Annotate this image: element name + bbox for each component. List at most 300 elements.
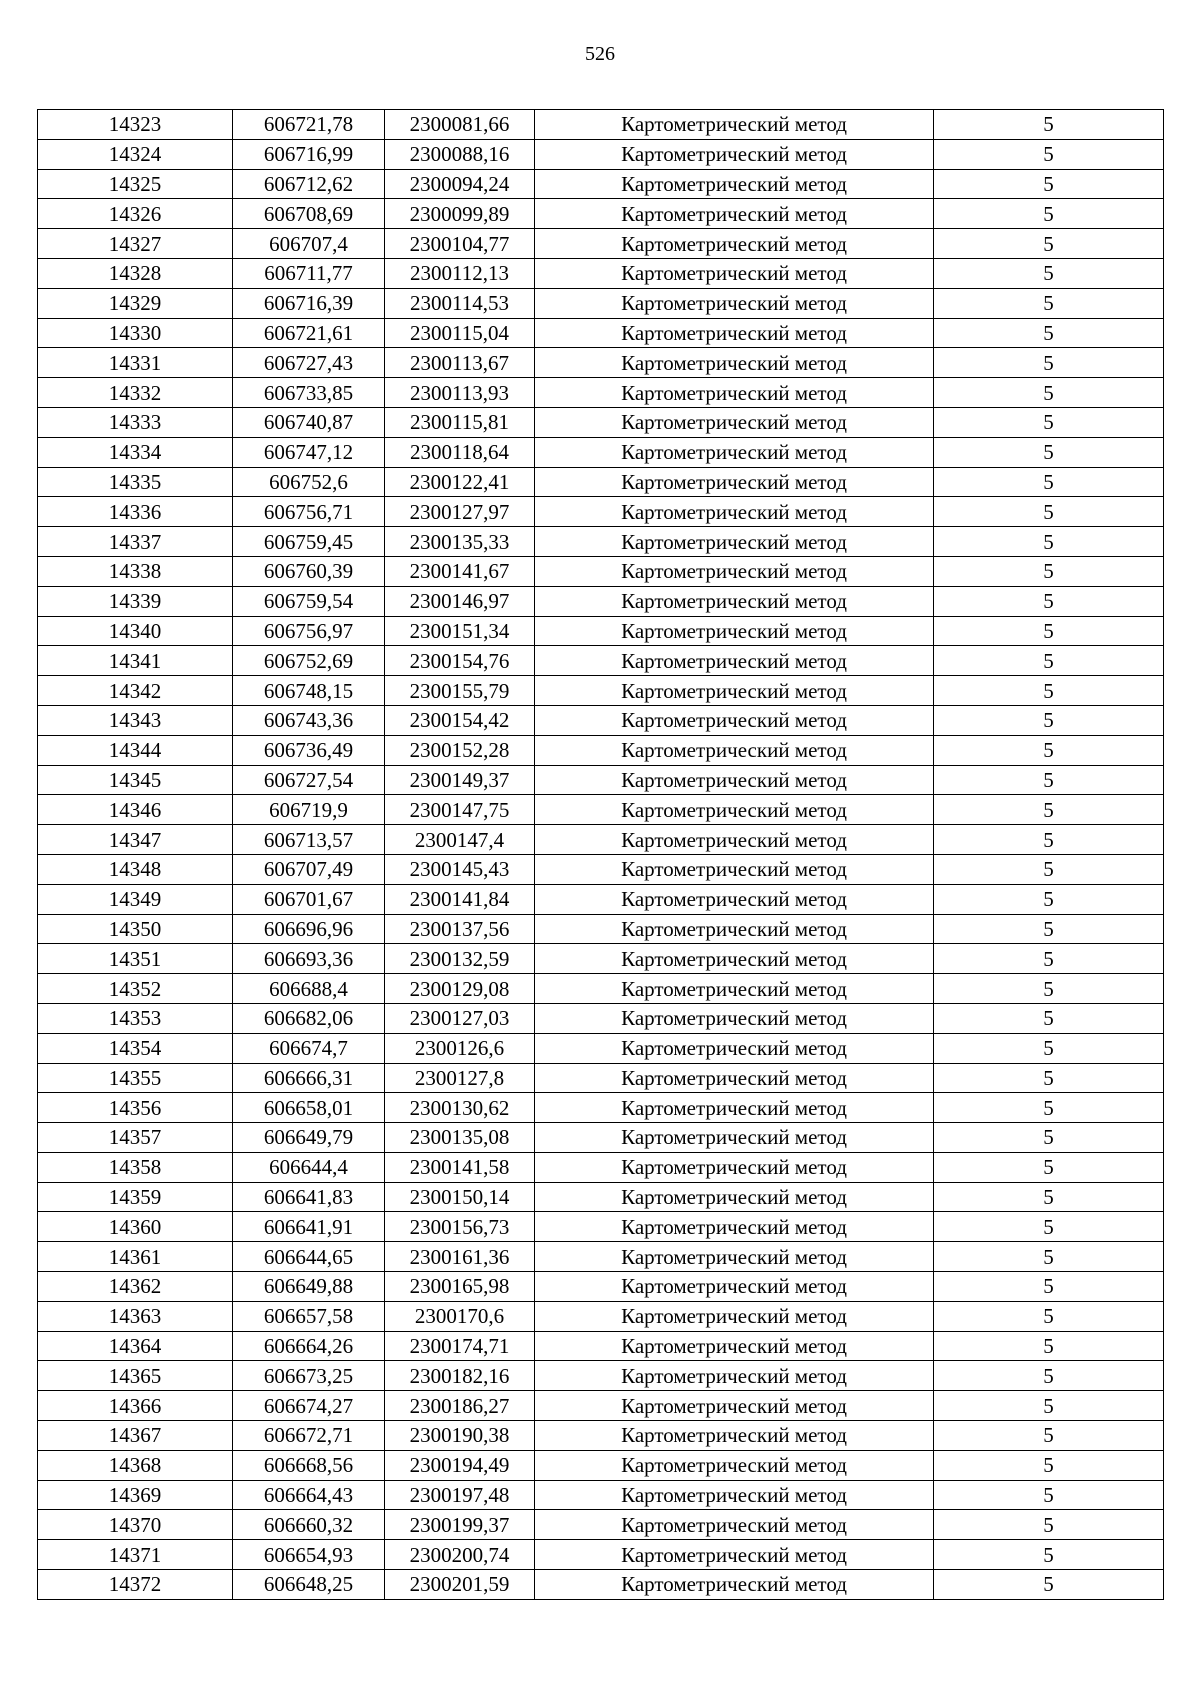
accuracy-cell: 5 [934,735,1164,765]
table-row [38,1331,1164,1361]
y-coordinate-cell: 2300150,14 [385,1182,535,1212]
point-number-cell: 14343 [38,705,233,735]
method-cell: Картометрический метод [535,1033,934,1063]
x-coordinate-cell: 606682,06 [233,1003,385,1033]
y-coordinate-cell: 2300115,04 [385,318,535,348]
method-cell: Картометрический метод [535,1480,934,1510]
method-cell: Картометрический метод [535,944,934,974]
point-number-cell: 14335 [38,467,233,497]
x-coordinate-cell: 606674,7 [233,1033,385,1063]
method-cell: Картометрический метод [535,1003,934,1033]
x-coordinate-cell: 606759,54 [233,586,385,616]
point-number-cell: 14328 [38,258,233,288]
table-row [38,616,1164,646]
y-coordinate-cell: 2300094,24 [385,169,535,199]
x-coordinate-cell: 606657,58 [233,1301,385,1331]
point-number-cell: 14364 [38,1331,233,1361]
table-row [38,1510,1164,1540]
method-cell: Картометрический метод [535,914,934,944]
y-coordinate-cell: 2300099,89 [385,199,535,229]
x-coordinate-cell: 606708,69 [233,199,385,229]
accuracy-cell: 5 [934,1301,1164,1331]
y-coordinate-cell: 2300186,27 [385,1391,535,1421]
method-cell: Картометрический метод [535,1242,934,1272]
table-row [38,1450,1164,1480]
method-cell: Картометрический метод [535,348,934,378]
point-number-cell: 14347 [38,825,233,855]
point-number-cell: 14348 [38,854,233,884]
y-coordinate-cell: 2300174,71 [385,1331,535,1361]
x-coordinate-cell: 606716,39 [233,288,385,318]
x-coordinate-cell: 606740,87 [233,407,385,437]
y-coordinate-cell: 2300127,8 [385,1063,535,1093]
method-cell: Картометрический метод [535,199,934,229]
table-row [38,1182,1164,1212]
point-number-cell: 14341 [38,646,233,676]
y-coordinate-cell: 2300161,36 [385,1242,535,1272]
point-number-cell: 14361 [38,1242,233,1272]
x-coordinate-cell: 606644,4 [233,1152,385,1182]
table-row [38,497,1164,527]
accuracy-cell: 5 [934,705,1164,735]
x-coordinate-cell: 606648,25 [233,1570,385,1600]
table-row [38,556,1164,586]
accuracy-cell: 5 [934,258,1164,288]
x-coordinate-cell: 606707,49 [233,854,385,884]
accuracy-cell: 5 [934,1361,1164,1391]
method-cell: Картометрический метод [535,318,934,348]
y-coordinate-cell: 2300190,38 [385,1421,535,1451]
y-coordinate-cell: 2300170,6 [385,1301,535,1331]
x-coordinate-cell: 606644,65 [233,1242,385,1272]
y-coordinate-cell: 2300182,16 [385,1361,535,1391]
accuracy-cell: 5 [934,1093,1164,1123]
point-number-cell: 14331 [38,348,233,378]
point-number-cell: 14330 [38,318,233,348]
method-cell: Картометрический метод [535,825,934,855]
table-row [38,407,1164,437]
x-coordinate-cell: 606693,36 [233,944,385,974]
y-coordinate-cell: 2300126,6 [385,1033,535,1063]
point-number-cell: 14346 [38,795,233,825]
y-coordinate-cell: 2300135,08 [385,1123,535,1153]
point-number-cell: 14336 [38,497,233,527]
table-row [38,1272,1164,1302]
accuracy-cell: 5 [934,437,1164,467]
y-coordinate-cell: 2300147,75 [385,795,535,825]
x-coordinate-cell: 606759,45 [233,527,385,557]
y-coordinate-cell: 2300149,37 [385,765,535,795]
x-coordinate-cell: 606666,31 [233,1063,385,1093]
x-coordinate-cell: 606649,79 [233,1123,385,1153]
point-number-cell: 14357 [38,1123,233,1153]
accuracy-cell: 5 [934,1063,1164,1093]
table-row [38,795,1164,825]
point-number-cell: 14370 [38,1510,233,1540]
y-coordinate-cell: 2300154,42 [385,705,535,735]
point-number-cell: 14326 [38,199,233,229]
method-cell: Картометрический метод [535,229,934,259]
x-coordinate-cell: 606727,54 [233,765,385,795]
accuracy-cell: 5 [934,1480,1164,1510]
point-number-cell: 14332 [38,378,233,408]
table-row [38,1421,1164,1451]
accuracy-cell: 5 [934,1003,1164,1033]
y-coordinate-cell: 2300127,03 [385,1003,535,1033]
method-cell: Картометрический метод [535,407,934,437]
method-cell: Картометрический метод [535,676,934,706]
method-cell: Картометрический метод [535,616,934,646]
x-coordinate-cell: 606756,71 [233,497,385,527]
method-cell: Картометрический метод [535,705,934,735]
method-cell: Картометрический метод [535,378,934,408]
point-number-cell: 14350 [38,914,233,944]
y-coordinate-cell: 2300132,59 [385,944,535,974]
x-coordinate-cell: 606719,9 [233,795,385,825]
method-cell: Картометрический метод [535,1421,934,1451]
method-cell: Картометрический метод [535,884,934,914]
table-row [38,735,1164,765]
accuracy-cell: 5 [934,1450,1164,1480]
point-number-cell: 14360 [38,1212,233,1242]
x-coordinate-cell: 606649,88 [233,1272,385,1302]
method-cell: Картометрический метод [535,735,934,765]
table-row [38,884,1164,914]
accuracy-cell: 5 [934,497,1164,527]
accuracy-cell: 5 [934,1540,1164,1570]
x-coordinate-cell: 606688,4 [233,974,385,1004]
point-number-cell: 14327 [38,229,233,259]
accuracy-cell: 5 [934,1331,1164,1361]
method-cell: Картометрический метод [535,765,934,795]
point-number-cell: 14349 [38,884,233,914]
accuracy-cell: 5 [934,139,1164,169]
point-number-cell: 14351 [38,944,233,974]
method-cell: Картометрический метод [535,1182,934,1212]
accuracy-cell: 5 [934,974,1164,1004]
x-coordinate-cell: 606654,93 [233,1540,385,1570]
accuracy-cell: 5 [934,1123,1164,1153]
x-coordinate-cell: 606641,91 [233,1212,385,1242]
table-row [38,378,1164,408]
accuracy-cell: 5 [934,1182,1164,1212]
point-number-cell: 14333 [38,407,233,437]
x-coordinate-cell: 606664,26 [233,1331,385,1361]
y-coordinate-cell: 2300135,33 [385,527,535,557]
table-row [38,1003,1164,1033]
table-row [38,1480,1164,1510]
accuracy-cell: 5 [934,1212,1164,1242]
table-row [38,318,1164,348]
point-number-cell: 14356 [38,1093,233,1123]
point-number-cell: 14371 [38,1540,233,1570]
table-row [38,1301,1164,1331]
method-cell: Картометрический метод [535,1063,934,1093]
point-number-cell: 14367 [38,1421,233,1451]
table-row [38,765,1164,795]
method-cell: Картометрический метод [535,1570,934,1600]
method-cell: Картометрический метод [535,1093,934,1123]
y-coordinate-cell: 2300130,62 [385,1093,535,1123]
point-number-cell: 14359 [38,1182,233,1212]
table-row [38,1391,1164,1421]
table-row [38,229,1164,259]
y-coordinate-cell: 2300115,81 [385,407,535,437]
method-cell: Картометрический метод [535,1540,934,1570]
accuracy-cell: 5 [934,795,1164,825]
y-coordinate-cell: 2300112,13 [385,258,535,288]
coordinates-table [37,109,1164,1600]
y-coordinate-cell: 2300127,97 [385,497,535,527]
point-number-cell: 14325 [38,169,233,199]
accuracy-cell: 5 [934,288,1164,318]
x-coordinate-cell: 606747,12 [233,437,385,467]
page-number: 526 [585,43,615,65]
x-coordinate-cell: 606664,43 [233,1480,385,1510]
table-row [38,1063,1164,1093]
accuracy-cell: 5 [934,199,1164,229]
x-coordinate-cell: 606736,49 [233,735,385,765]
point-number-cell: 14372 [38,1570,233,1600]
y-coordinate-cell: 2300194,49 [385,1450,535,1480]
x-coordinate-cell: 606752,69 [233,646,385,676]
method-cell: Картометрический метод [535,1272,934,1302]
method-cell: Картометрический метод [535,556,934,586]
accuracy-cell: 5 [934,1033,1164,1063]
method-cell: Картометрический метод [535,974,934,1004]
method-cell: Картометрический метод [535,1391,934,1421]
x-coordinate-cell: 606712,62 [233,169,385,199]
table-row [38,110,1164,140]
x-coordinate-cell: 606674,27 [233,1391,385,1421]
point-number-cell: 14369 [38,1480,233,1510]
y-coordinate-cell: 2300137,56 [385,914,535,944]
point-number-cell: 14368 [38,1450,233,1480]
x-coordinate-cell: 606641,83 [233,1182,385,1212]
table-row [38,586,1164,616]
x-coordinate-cell: 606707,4 [233,229,385,259]
table-row [38,1361,1164,1391]
accuracy-cell: 5 [934,169,1164,199]
y-coordinate-cell: 2300113,93 [385,378,535,408]
accuracy-cell: 5 [934,1391,1164,1421]
accuracy-cell: 5 [934,527,1164,557]
table-row [38,1123,1164,1153]
point-number-cell: 14353 [38,1003,233,1033]
accuracy-cell: 5 [934,765,1164,795]
y-coordinate-cell: 2300118,64 [385,437,535,467]
table-row [38,199,1164,229]
y-coordinate-cell: 2300145,43 [385,854,535,884]
table-row [38,437,1164,467]
accuracy-cell: 5 [934,467,1164,497]
point-number-cell: 14337 [38,527,233,557]
table-row [38,288,1164,318]
point-number-cell: 14352 [38,974,233,1004]
table-row [38,646,1164,676]
table-row [38,467,1164,497]
point-number-cell: 14329 [38,288,233,318]
accuracy-cell: 5 [934,616,1164,646]
x-coordinate-cell: 606760,39 [233,556,385,586]
table-row [38,1033,1164,1063]
point-number-cell: 14338 [38,556,233,586]
method-cell: Картометрический метод [535,258,934,288]
method-cell: Картометрический метод [535,1212,934,1242]
accuracy-cell: 5 [934,854,1164,884]
point-number-cell: 14366 [38,1391,233,1421]
accuracy-cell: 5 [934,884,1164,914]
y-coordinate-cell: 2300104,77 [385,229,535,259]
x-coordinate-cell: 606701,67 [233,884,385,914]
y-coordinate-cell: 2300113,67 [385,348,535,378]
x-coordinate-cell: 606660,32 [233,1510,385,1540]
accuracy-cell: 5 [934,676,1164,706]
table-row [38,1540,1164,1570]
x-coordinate-cell: 606743,36 [233,705,385,735]
x-coordinate-cell: 606696,96 [233,914,385,944]
accuracy-cell: 5 [934,1570,1164,1600]
table-row [38,169,1164,199]
table-row [38,1212,1164,1242]
point-number-cell: 14354 [38,1033,233,1063]
point-number-cell: 14324 [38,139,233,169]
accuracy-cell: 5 [934,378,1164,408]
accuracy-cell: 5 [934,1421,1164,1451]
accuracy-cell: 5 [934,1242,1164,1272]
point-number-cell: 14358 [38,1152,233,1182]
point-number-cell: 14339 [38,586,233,616]
table-row [38,1570,1164,1600]
method-cell: Картометрический метод [535,1510,934,1540]
point-number-cell: 14323 [38,110,233,140]
y-coordinate-cell: 2300165,98 [385,1272,535,1302]
method-cell: Картометрический метод [535,1450,934,1480]
point-number-cell: 14340 [38,616,233,646]
point-number-cell: 14362 [38,1272,233,1302]
method-cell: Картометрический метод [535,646,934,676]
method-cell: Картометрический метод [535,467,934,497]
y-coordinate-cell: 2300141,84 [385,884,535,914]
accuracy-cell: 5 [934,944,1164,974]
table-row [38,705,1164,735]
y-coordinate-cell: 2300197,48 [385,1480,535,1510]
point-number-cell: 14342 [38,676,233,706]
x-coordinate-cell: 606716,99 [233,139,385,169]
x-coordinate-cell: 606673,25 [233,1361,385,1391]
table-row [38,944,1164,974]
y-coordinate-cell: 2300199,37 [385,1510,535,1540]
accuracy-cell: 5 [934,1510,1164,1540]
y-coordinate-cell: 2300200,74 [385,1540,535,1570]
x-coordinate-cell: 606727,43 [233,348,385,378]
point-number-cell: 14355 [38,1063,233,1093]
coordinates-table-body [38,110,1164,1600]
table-row [38,676,1164,706]
method-cell: Картометрический метод [535,1361,934,1391]
accuracy-cell: 5 [934,407,1164,437]
y-coordinate-cell: 2300156,73 [385,1212,535,1242]
accuracy-cell: 5 [934,229,1164,259]
y-coordinate-cell: 2300155,79 [385,676,535,706]
y-coordinate-cell: 2300122,41 [385,467,535,497]
table-row [38,139,1164,169]
y-coordinate-cell: 2300154,76 [385,646,535,676]
y-coordinate-cell: 2300201,59 [385,1570,535,1600]
x-coordinate-cell: 606721,78 [233,110,385,140]
method-cell: Картометрический метод [535,288,934,318]
table-row [38,1152,1164,1182]
table-row [38,974,1164,1004]
accuracy-cell: 5 [934,318,1164,348]
y-coordinate-cell: 2300114,53 [385,288,535,318]
x-coordinate-cell: 606752,6 [233,467,385,497]
method-cell: Картометрический метод [535,795,934,825]
y-coordinate-cell: 2300147,4 [385,825,535,855]
y-coordinate-cell: 2300088,16 [385,139,535,169]
x-coordinate-cell: 606733,85 [233,378,385,408]
method-cell: Картометрический метод [535,1301,934,1331]
point-number-cell: 14334 [38,437,233,467]
method-cell: Картометрический метод [535,1331,934,1361]
y-coordinate-cell: 2300141,58 [385,1152,535,1182]
x-coordinate-cell: 606756,97 [233,616,385,646]
x-coordinate-cell: 606672,71 [233,1421,385,1451]
accuracy-cell: 5 [934,556,1164,586]
method-cell: Картометрический метод [535,497,934,527]
table-row [38,348,1164,378]
table-row [38,258,1164,288]
accuracy-cell: 5 [934,914,1164,944]
method-cell: Картометрический метод [535,527,934,557]
method-cell: Картометрический метод [535,139,934,169]
table-row [38,914,1164,944]
accuracy-cell: 5 [934,825,1164,855]
x-coordinate-cell: 606713,57 [233,825,385,855]
table-row [38,1242,1164,1272]
point-number-cell: 14363 [38,1301,233,1331]
table-row [38,1093,1164,1123]
x-coordinate-cell: 606748,15 [233,676,385,706]
accuracy-cell: 5 [934,110,1164,140]
table-row [38,825,1164,855]
y-coordinate-cell: 2300151,34 [385,616,535,646]
table-row [38,527,1164,557]
method-cell: Картометрический метод [535,110,934,140]
method-cell: Картометрический метод [535,854,934,884]
y-coordinate-cell: 2300081,66 [385,110,535,140]
y-coordinate-cell: 2300146,97 [385,586,535,616]
method-cell: Картометрический метод [535,586,934,616]
method-cell: Картометрический метод [535,1123,934,1153]
y-coordinate-cell: 2300129,08 [385,974,535,1004]
x-coordinate-cell: 606668,56 [233,1450,385,1480]
table-row [38,854,1164,884]
x-coordinate-cell: 606721,61 [233,318,385,348]
y-coordinate-cell: 2300152,28 [385,735,535,765]
accuracy-cell: 5 [934,586,1164,616]
point-number-cell: 14344 [38,735,233,765]
point-number-cell: 14345 [38,765,233,795]
accuracy-cell: 5 [934,1272,1164,1302]
method-cell: Картометрический метод [535,437,934,467]
accuracy-cell: 5 [934,1152,1164,1182]
y-coordinate-cell: 2300141,67 [385,556,535,586]
point-number-cell: 14365 [38,1361,233,1391]
method-cell: Картометрический метод [535,169,934,199]
accuracy-cell: 5 [934,646,1164,676]
method-cell: Картометрический метод [535,1152,934,1182]
